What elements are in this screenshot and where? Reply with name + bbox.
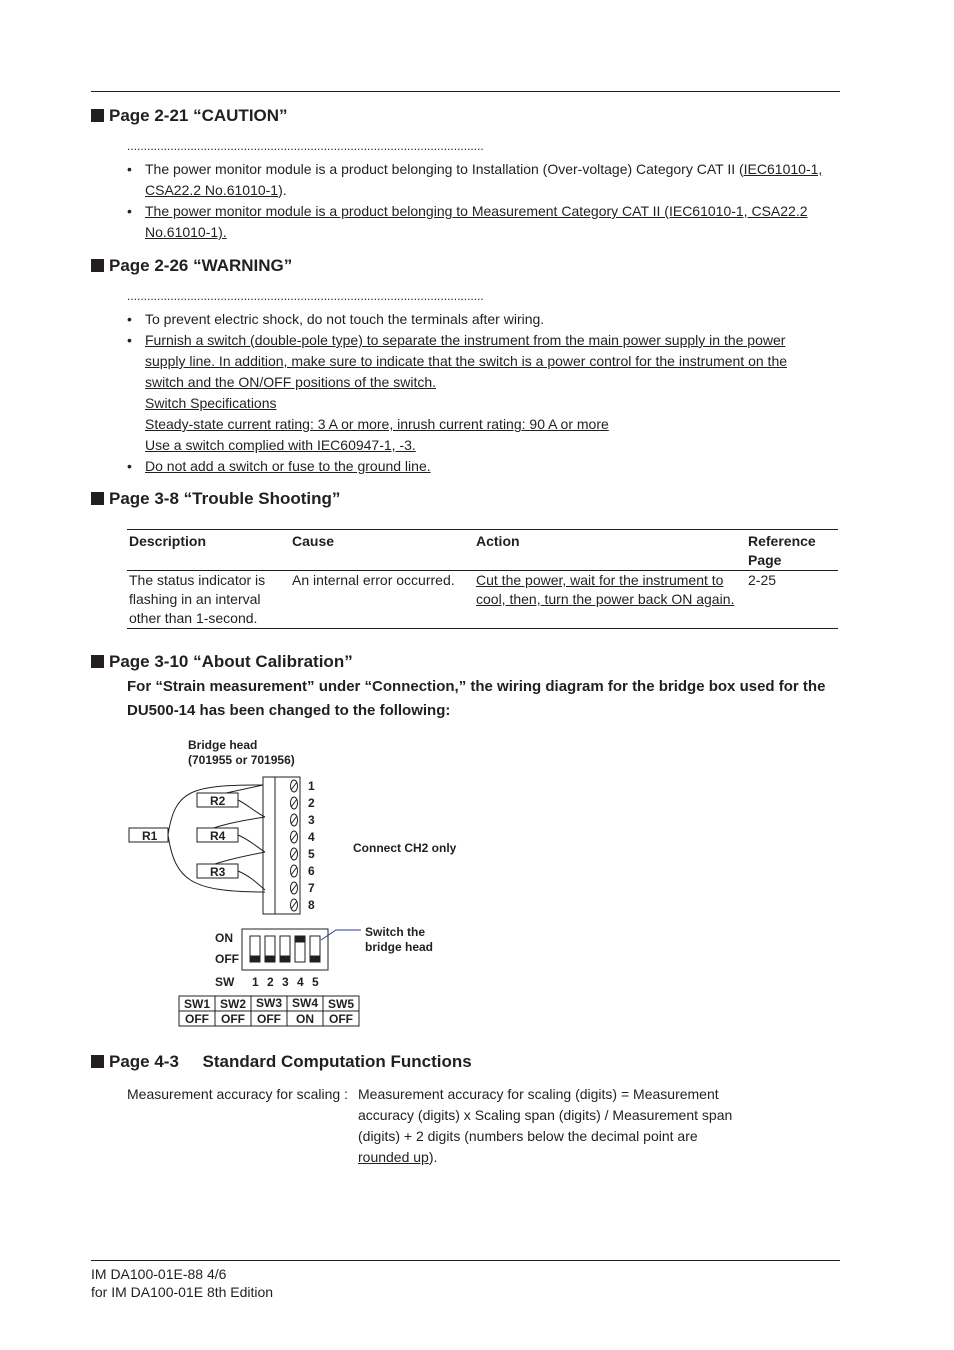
list-item: • Do not add a switch or fuse to the ground line. [127,456,847,477]
bridge-head-model: (701955 or 701956) [188,753,295,767]
formula-label: Measurement accuracy for scaling : [127,1086,348,1102]
sw-number: 4 [297,975,304,989]
section-heading-calibration: Page 3-10 “About Calibration” [91,652,353,672]
section-square-icon [91,1055,104,1068]
list-item: • Furnish a switch (double-pole type) to separate the instrument from the main power supply in the power supply line. In addition, make sure to indicate that the switch is a power control for the instrument on the switch and the ON/OFF positions of the switch. Switch Specifications Steady-state current rating: 3 A or more, inrush current rating: 90 A or more Use a switch complied with IEC60947-1, -3. [127,330,847,456]
dip-switch-levers [250,936,320,962]
switch-note: bridge head [365,940,434,954]
terminal-number: 7 [308,881,315,895]
bridge-head-label: Bridge head [188,738,258,752]
section-heading-trouble-shooting: Page 3-8 “Trouble Shooting” [91,489,340,509]
resistor-label: R2 [210,794,226,808]
terminal-number: 3 [308,813,315,827]
sw-number: 3 [282,975,289,989]
sw-table-value: OFF [329,1012,353,1026]
terminal-number: 1 [308,779,315,793]
section-heading-caution: Page 2-21 “CAUTION” [91,106,288,126]
list-item: • The power monitor module is a product belonging to Measurement Category CAT II (IEC61010-1, CSA22.2 No.61010-1). [127,201,847,243]
ellipsis-line: ........................................................................................................... [127,139,484,153]
sw-table-header: SW5 [327,997,355,1011]
resistor-label: R3 [210,865,226,879]
ellipsis-line: ........................................................................................................... [127,289,484,303]
column-header-action: Action [474,530,746,571]
off-label: OFF [215,952,239,966]
resistor-label: R4 [210,829,226,843]
sw-table-value: OFF [185,1012,209,1026]
terminal-number: 4 [308,830,315,844]
cell-reference: 2-25 [746,571,838,629]
sw-table-header: SW2 [219,997,247,1011]
sw-table-value: OFF [221,1012,245,1026]
list-item: • To prevent electric shock, do not touch the terminals after wiring. [127,309,847,330]
calibration-paragraph: For “Strain measurement” under “Connection,” the wiring diagram for the bridge box used for the DU500-14 has been changed to the following: [127,678,826,719]
cell-cause: An internal error occurred. [290,571,474,629]
column-header-reference-page: Reference Page [746,530,838,571]
column-header-cause: Cause [290,530,474,571]
sw-number: 2 [267,975,274,989]
column-header-description: Description [127,530,290,571]
connect-note: Connect CH2 only [353,841,457,855]
switch-note: Switch the [365,925,426,939]
cell-description: The status indicator is flashing in an interval other than 1-second. [127,571,290,629]
cell-action: Cut the power, wait for the instrument to cool, then, turn the power back ON again. [474,571,746,629]
on-label: ON [215,931,233,945]
sw-table-header: SW3 [255,996,283,1010]
sw-table-value: OFF [257,1012,281,1026]
section-heading-warning: Page 2-26 “WARNING” [91,256,292,276]
resistor-label: R1 [142,829,158,843]
terminal-number: 8 [308,898,315,912]
list-item: • The power monitor module is a product belonging to Installation (Over-voltage) Category CAT II (IEC61010-1, CSA22.2 No.61010-1). [127,159,847,201]
sw-number: 5 [312,975,319,989]
terminal-number: 5 [308,847,315,861]
section-heading-computation: Page 4-3 Standard Computation Functions [91,1052,472,1072]
formula-text: Measurement accuracy for scaling (digits) = Measurement accuracy (digits) x Scaling span (digits) / Measurement span (digits) + 2 digits (numbers below the decimal point are rounded up). [358,1086,733,1165]
footer-doc-id: IM DA100-01E-88 4/6 [91,1266,227,1282]
sw-label: SW [215,975,235,989]
sw-number: 1 [252,975,259,989]
terminal-number: 2 [308,796,315,810]
terminal-number: 6 [308,864,315,878]
footer-edition: for IM DA100-01E 8th Edition [91,1284,274,1300]
sw-table-header: SW4 [291,996,319,1010]
bottom-rule [91,1260,840,1261]
sw-table-value: ON [296,1012,314,1026]
sw-table-header: SW1 [183,997,211,1011]
